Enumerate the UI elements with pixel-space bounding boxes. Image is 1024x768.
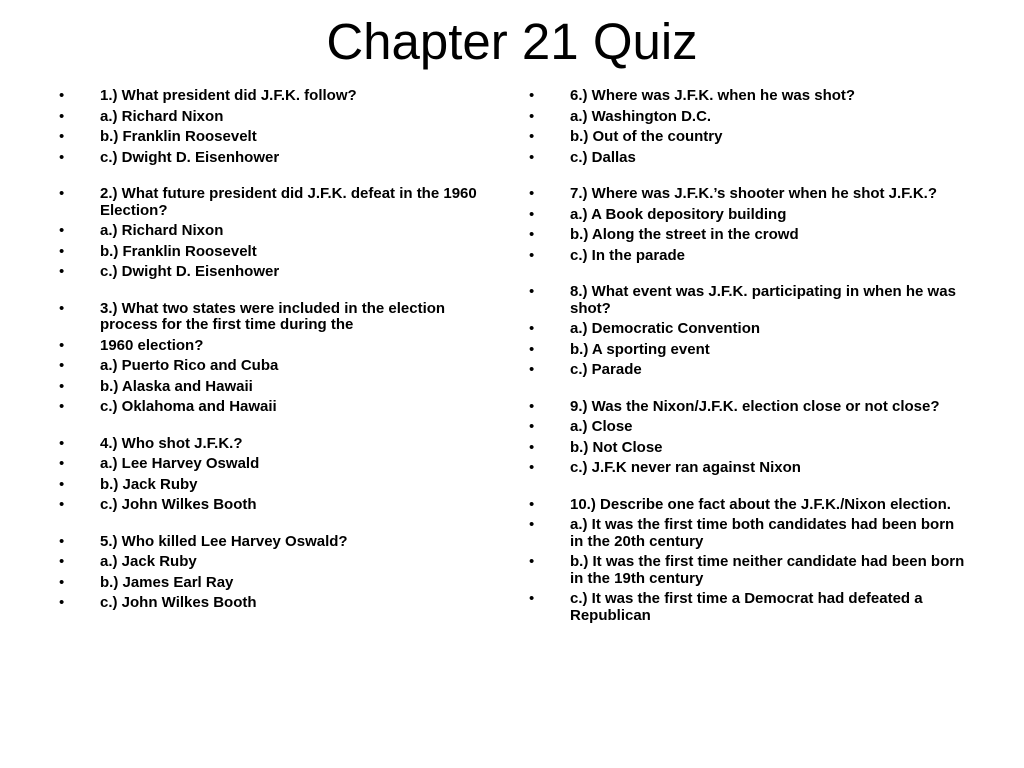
quiz-list-item: • c.) In the parade [528, 248, 968, 265]
quiz-list-item: • b.) Alaska and Hawaii [58, 379, 498, 396]
quiz-list-item: • c.) Parade [528, 362, 968, 379]
quiz-list-item: • 9.) Was the Nixon/J.F.K. election close or not close? [528, 399, 968, 416]
quiz-list-item: • a.) Lee Harvey Oswald [58, 456, 498, 473]
quiz-list-item: • b.) Jack Ruby [58, 477, 498, 494]
quiz-list-item: • c.) John Wilkes Booth [58, 497, 498, 514]
quiz-list-item: • 1.) What president did J.F.K. follow? [58, 88, 498, 105]
quiz-list-item: • a.) It was the first time both candidates had been born in the 20th century [528, 517, 968, 550]
quiz-list-item: • a.) Richard Nixon [58, 223, 498, 240]
quiz-list-item: • b.) Out of the country [528, 129, 968, 146]
quiz-list-item: • c.) J.F.K never ran against Nixon [528, 460, 968, 477]
quiz-list-item: • c.) It was the first time a Democrat had defeated a Republican [528, 591, 968, 624]
quiz-list-item: • a.) Democratic Convention [528, 321, 968, 338]
quiz-list-item: • a.) Jack Ruby [58, 554, 498, 571]
quiz-list-item: • a.) A Book depository building [528, 207, 968, 224]
quiz-list-item: • b.) Franklin Roosevelt [58, 129, 498, 146]
quiz-list-item: • c.) John Wilkes Booth [58, 595, 498, 612]
quiz-list-item: • b.) A sporting event [528, 342, 968, 359]
quiz-list-item: • b.) Along the street in the crowd [528, 227, 968, 244]
quiz-list-item: • 7.) Where was J.F.K.’s shooter when he shot J.F.K.? [528, 186, 968, 203]
quiz-list-item: • b.) Franklin Roosevelt [58, 244, 498, 261]
quiz-list-item: • 4.) Who shot J.F.K.? [58, 436, 498, 453]
quiz-list-item: • 8.) What event was J.F.K. participating in when he was shot? [528, 284, 968, 317]
quiz-list-item: • a.) Close [528, 419, 968, 436]
quiz-list-item: • a.) Puerto Rico and Cuba [58, 358, 498, 375]
quiz-list-item: • c.) Dallas [528, 150, 968, 167]
slide-title: Chapter 21 Quiz [326, 13, 698, 70]
quiz-list-item: • b.) James Earl Ray [58, 575, 498, 592]
quiz-list-item: • 2.) What future president did J.F.K. defeat in the 1960 Election? [58, 186, 498, 219]
quiz-list-item: • c.) Oklahoma and Hawaii [58, 399, 498, 416]
quiz-list-item: • 1960 election? [58, 338, 498, 355]
quiz-list-item: • a.) Washington D.C. [528, 109, 968, 126]
left-question-list [58, 88, 498, 616]
quiz-list-item: • 5.) Who killed Lee Harvey Oswald? [58, 534, 498, 551]
quiz-list-item: • a.) Richard Nixon [58, 109, 498, 126]
quiz-list-item: • c.) Dwight D. Eisenhower [58, 264, 498, 281]
quiz-list-item: • 10.) Describe one fact about the J.F.K./Nixon election. [528, 497, 968, 514]
right-question-list [528, 88, 968, 628]
quiz-list-item: • b.) Not Close [528, 440, 968, 457]
quiz-list-item: • b.) It was the first time neither candidate had been born in the 19th century [528, 554, 968, 587]
quiz-list-item: • 6.) Where was J.F.K. when he was shot? [528, 88, 968, 105]
quiz-list-item: • 3.) What two states were included in the election process for the first time during the [58, 301, 498, 334]
quiz-list-item: • c.) Dwight D. Eisenhower [58, 150, 498, 167]
